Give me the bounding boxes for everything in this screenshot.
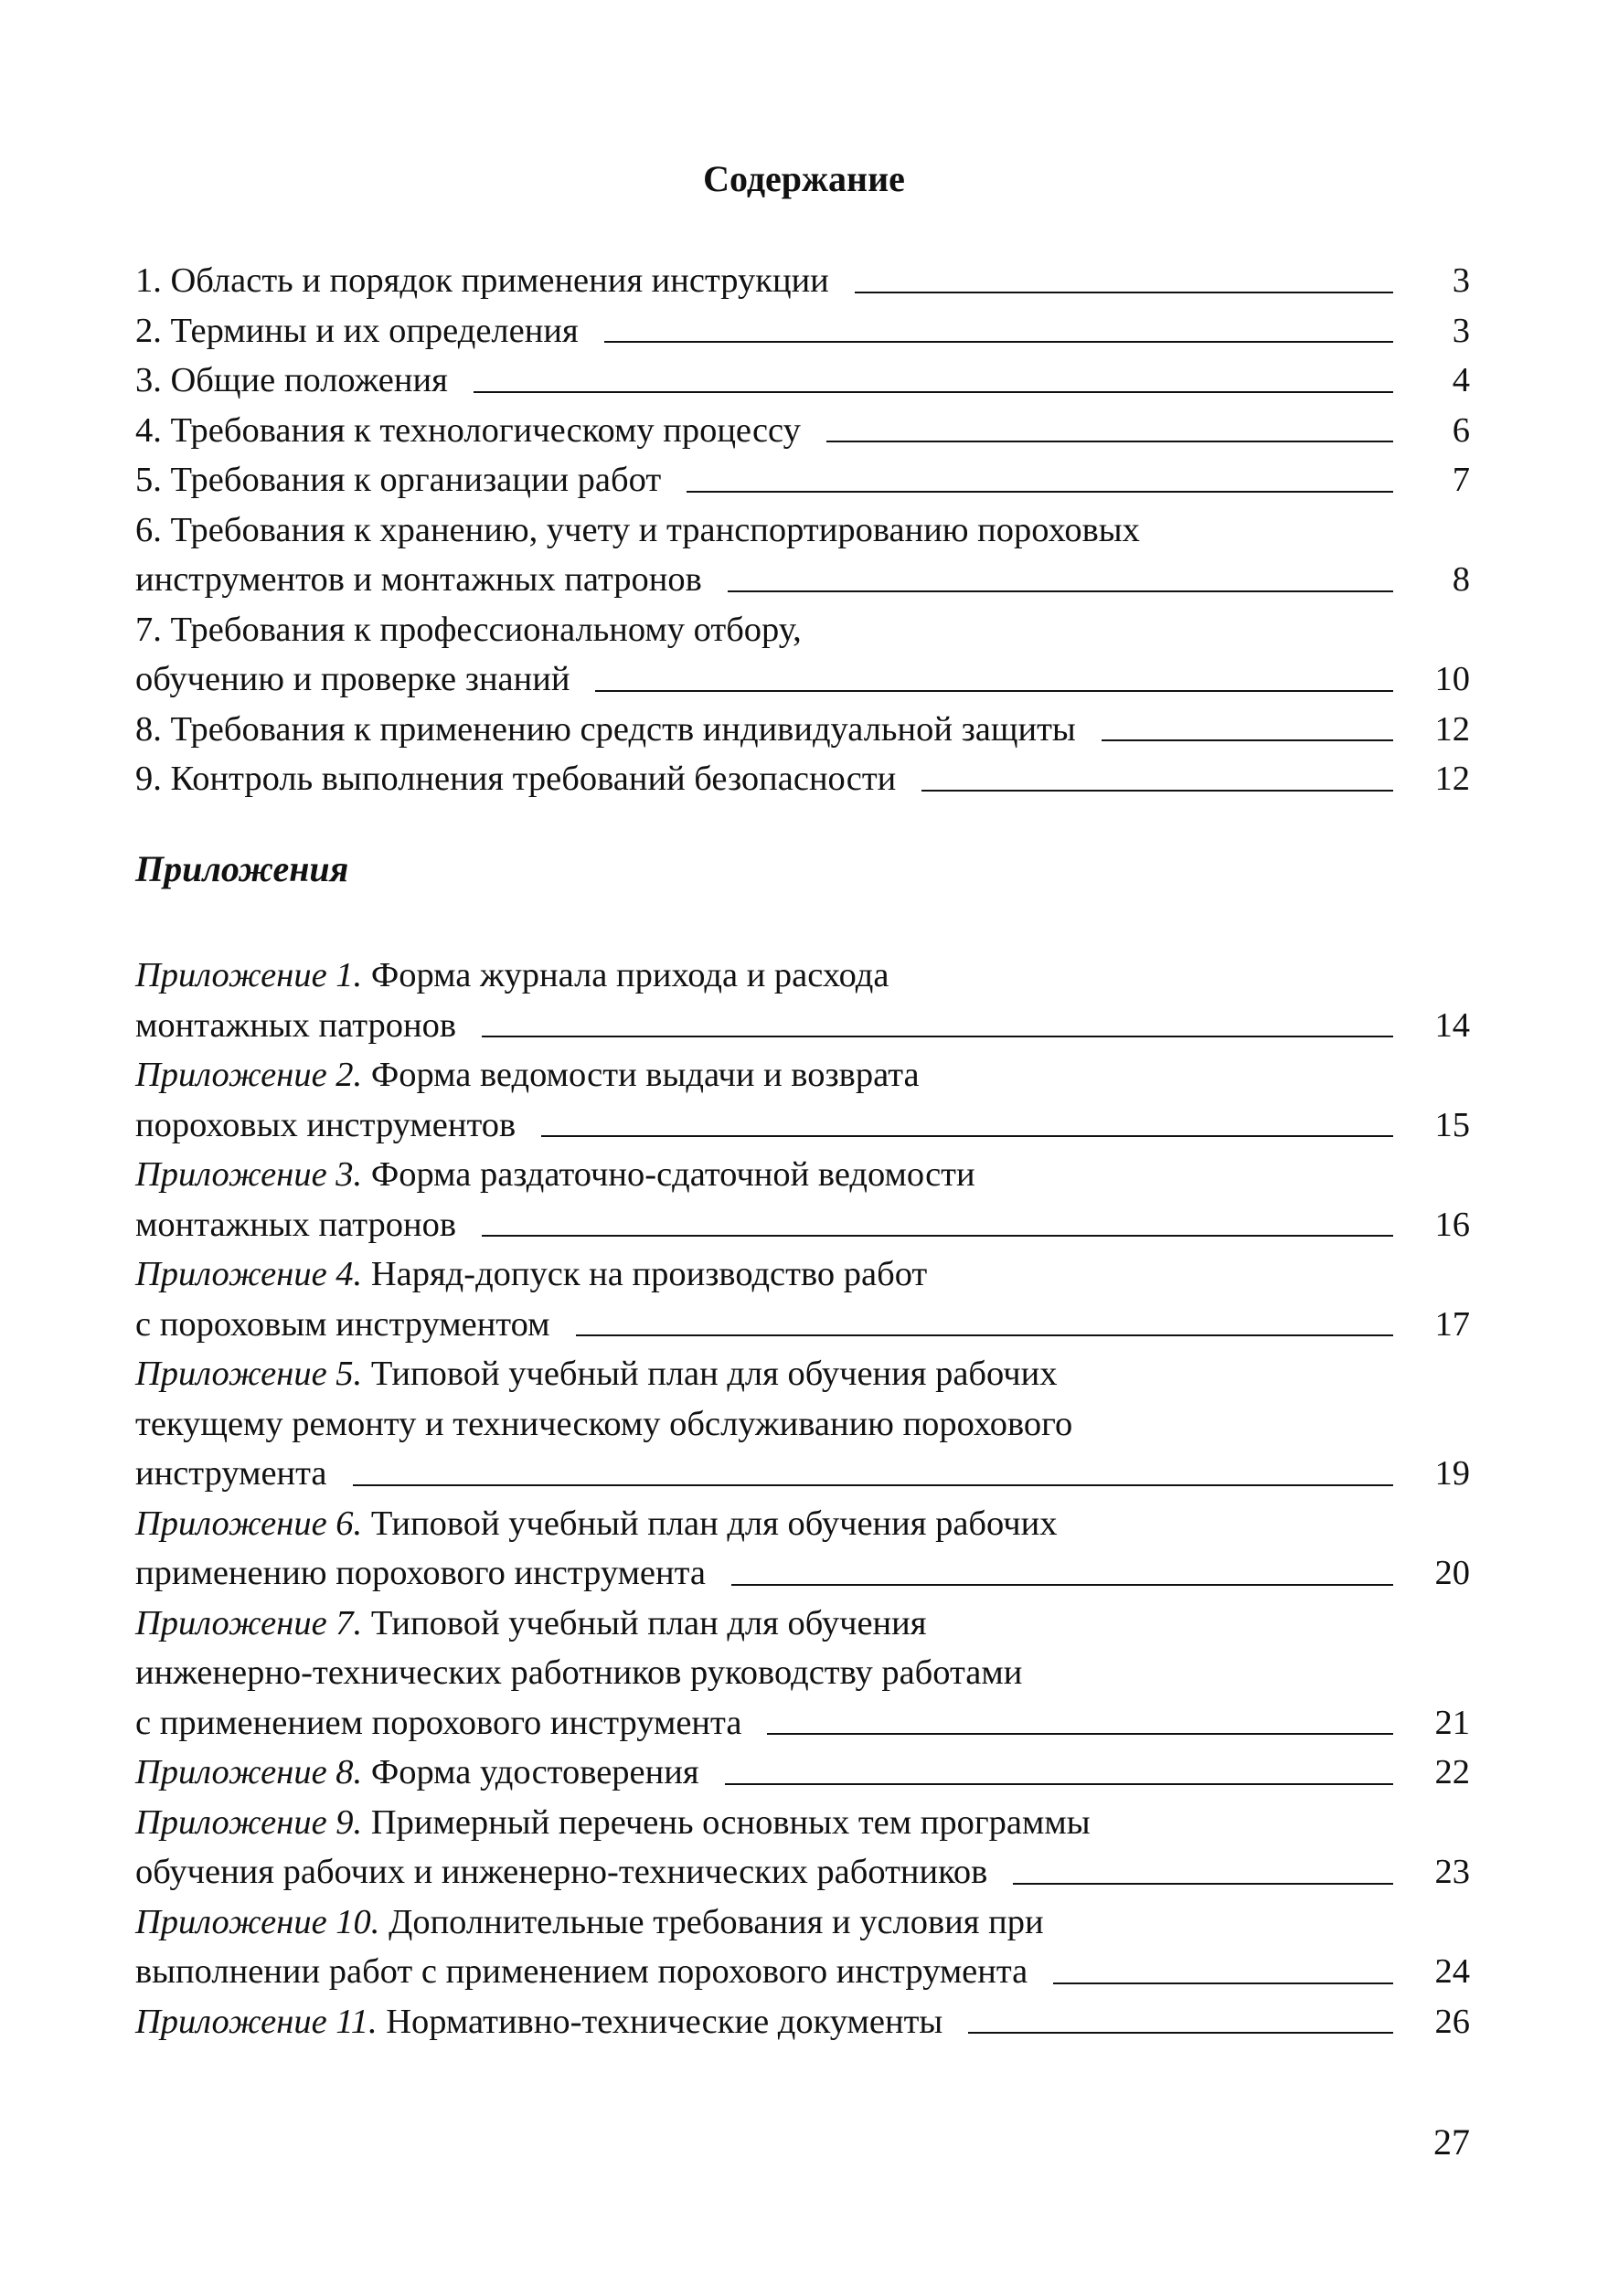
entry-page-number: 3 bbox=[1452, 261, 1470, 300]
entry-title bbox=[135, 1449, 327, 1499]
entry-line bbox=[135, 356, 1470, 406]
leader-line bbox=[767, 1733, 1393, 1735]
appendix-label: Приложение 10. bbox=[135, 1902, 380, 1941]
page-title: Содержание bbox=[703, 158, 905, 199]
entry-title bbox=[135, 1100, 516, 1151]
entry-page-number: 24 bbox=[1434, 1952, 1470, 1991]
entry-text: пороховых инструментов bbox=[135, 1105, 516, 1144]
appendix-entry[interactable] bbox=[135, 1798, 1470, 1897]
entry-title bbox=[135, 1499, 1058, 1549]
entry-page-number: 12 bbox=[1434, 709, 1470, 749]
leader-line bbox=[595, 690, 1393, 692]
leader-line bbox=[482, 1036, 1393, 1037]
entry-title bbox=[135, 754, 896, 804]
entry-title bbox=[135, 505, 1140, 556]
entry-title bbox=[135, 1200, 456, 1250]
entry-title bbox=[135, 1050, 920, 1100]
entry-title bbox=[135, 1897, 1044, 1948]
entry-title bbox=[135, 1349, 1058, 1399]
entry-text: инженерно-технических работников руководству работами bbox=[135, 1653, 1023, 1692]
toc-entry[interactable] bbox=[135, 455, 1470, 505]
entry-text: 8. Требования к применению средств индивидуальной защиты bbox=[135, 709, 1076, 749]
entry-title bbox=[135, 306, 579, 356]
entry-page-number: 17 bbox=[1434, 1304, 1470, 1344]
entry-text: Наряд-допуск на производство работ bbox=[362, 1255, 928, 1293]
entry-line bbox=[135, 1100, 1470, 1151]
entry-line bbox=[135, 505, 1470, 556]
appendix-entry[interactable] bbox=[135, 951, 1470, 1050]
page-number: 27 bbox=[1433, 2121, 1470, 2163]
entry-page-number: 26 bbox=[1434, 2002, 1470, 2041]
entry-page-number: 22 bbox=[1434, 1753, 1470, 1791]
entry-page-number: 4 bbox=[1452, 361, 1470, 399]
entry-line bbox=[135, 654, 1470, 705]
appendix-label: Приложение 1. bbox=[135, 956, 363, 994]
entry-line bbox=[135, 1748, 1470, 1798]
entry-text: Дополнительные требования и условия при bbox=[379, 1902, 1044, 1941]
entry-text: Форма ведомости выдачи и возврата bbox=[362, 1056, 920, 1094]
entry-line bbox=[135, 1599, 1470, 1649]
entry-title bbox=[135, 1300, 550, 1350]
entry-title bbox=[135, 1599, 926, 1649]
entry-line bbox=[135, 1698, 1470, 1749]
entry-line bbox=[135, 605, 1470, 655]
entry-title bbox=[135, 705, 1076, 755]
toc-entry[interactable] bbox=[135, 256, 1470, 306]
entry-line bbox=[135, 455, 1470, 505]
leader-line bbox=[1013, 1883, 1393, 1885]
entry-title bbox=[135, 1001, 456, 1051]
appendix-entry[interactable] bbox=[135, 1150, 1470, 1249]
toc-entry[interactable] bbox=[135, 605, 1470, 705]
appendix-label: Приложение 4. bbox=[135, 1255, 363, 1293]
entry-line bbox=[135, 1249, 1470, 1300]
leader-line bbox=[728, 590, 1393, 592]
appendix-entry[interactable] bbox=[135, 1249, 1470, 1349]
entry-text: Типовой учебный план для обучения рабочих bbox=[362, 1504, 1058, 1543]
appendix-label: Приложение 2. bbox=[135, 1056, 363, 1094]
entry-text: текущему ремонту и техническому обслуживанию порохового bbox=[135, 1404, 1073, 1443]
appendix-entry[interactable] bbox=[135, 1349, 1470, 1499]
toc-entry[interactable] bbox=[135, 505, 1470, 605]
entry-page-number: 3 bbox=[1452, 311, 1470, 350]
entry-title bbox=[135, 455, 661, 505]
entry-title bbox=[135, 654, 570, 705]
entry-page-number: 21 bbox=[1434, 1703, 1470, 1742]
appendix-label: Приложение 3. bbox=[135, 1155, 363, 1194]
entry-title bbox=[135, 1798, 1091, 1848]
appendix-label: Приложение 8. bbox=[135, 1753, 363, 1791]
entry-title bbox=[135, 1548, 706, 1599]
entry-line bbox=[135, 1349, 1470, 1399]
entry-title bbox=[135, 555, 702, 605]
entry-page-number: 19 bbox=[1434, 1454, 1470, 1493]
appendix-entry[interactable] bbox=[135, 1748, 1470, 1798]
entry-text: Нормативно-технические документы bbox=[377, 2002, 943, 2041]
appendix-label: Приложение 6. bbox=[135, 1504, 363, 1543]
entry-text: монтажных патронов bbox=[135, 1005, 457, 1045]
leader-line bbox=[353, 1484, 1393, 1486]
entry-page-number: 14 bbox=[1434, 1005, 1470, 1045]
leader-line bbox=[731, 1584, 1393, 1586]
entry-title bbox=[135, 605, 802, 655]
entry-text: с пороховым инструментом bbox=[135, 1304, 550, 1344]
toc-entry[interactable] bbox=[135, 705, 1470, 755]
toc-entry[interactable] bbox=[135, 306, 1470, 356]
entry-text: инструментов и монтажных патронов bbox=[135, 560, 702, 599]
entry-text: 6. Требования к хранению, учету и транспортированию пороховых bbox=[135, 510, 1140, 549]
entry-title bbox=[135, 1698, 741, 1749]
leader-line bbox=[576, 1334, 1393, 1336]
entry-text: обучения рабочих и инженерно-технических работников bbox=[135, 1853, 988, 1891]
entry-line bbox=[135, 1847, 1470, 1897]
entry-page-number: 23 bbox=[1434, 1853, 1470, 1891]
entry-title bbox=[135, 1648, 1022, 1698]
entry-line bbox=[135, 705, 1470, 755]
leader-line bbox=[921, 790, 1393, 792]
entry-text: Типовой учебный план для обучения bbox=[362, 1603, 927, 1642]
leader-line bbox=[826, 441, 1393, 442]
entry-title bbox=[135, 1399, 1072, 1450]
appendix-label: Приложение 5. bbox=[135, 1355, 363, 1393]
entry-text: Форма журнала прихода и расхода bbox=[362, 956, 889, 994]
entry-line bbox=[135, 1798, 1470, 1848]
appendix-entry[interactable] bbox=[135, 1897, 1470, 1997]
entry-text: Примерный перечень основных тем программы bbox=[362, 1802, 1091, 1842]
entry-line bbox=[135, 1947, 1470, 1997]
entry-line bbox=[135, 1300, 1470, 1350]
entry-title bbox=[135, 1150, 975, 1200]
entry-page-number: 15 bbox=[1434, 1105, 1470, 1144]
entry-line bbox=[135, 951, 1470, 1001]
entry-text: 5. Требования к организации работ bbox=[135, 461, 662, 499]
entry-title bbox=[135, 406, 801, 456]
appendix-entry[interactable] bbox=[135, 1997, 1470, 2047]
appendix-label: Приложение 7. bbox=[135, 1603, 363, 1642]
appendix-entry[interactable] bbox=[135, 1599, 1470, 1749]
entry-text: с применением порохового инструмента bbox=[135, 1703, 742, 1742]
entry-text: 3. Общие положения bbox=[135, 361, 448, 399]
entry-line bbox=[135, 1997, 1470, 2047]
entry-title bbox=[135, 951, 889, 1001]
entry-page-number: 6 bbox=[1452, 410, 1470, 450]
entry-line bbox=[135, 1449, 1470, 1499]
entry-line bbox=[135, 1648, 1470, 1698]
entry-line bbox=[135, 754, 1470, 804]
entry-text: 4. Требования к технологическому процессу bbox=[135, 410, 801, 450]
entry-title bbox=[135, 356, 448, 406]
entry-text: 9. Контроль выполнения требований безопасности bbox=[135, 760, 897, 798]
leader-line bbox=[725, 1783, 1393, 1785]
leader-line bbox=[855, 292, 1393, 293]
entry-text: обучению и проверке знаний bbox=[135, 660, 570, 698]
entry-line bbox=[135, 1200, 1470, 1250]
entry-line bbox=[135, 256, 1470, 306]
entry-page-number: 7 bbox=[1452, 461, 1470, 499]
entry-line bbox=[135, 1897, 1470, 1948]
leader-line bbox=[482, 1235, 1393, 1237]
leader-line bbox=[1053, 1982, 1393, 1984]
appendix-entry[interactable] bbox=[135, 1499, 1470, 1599]
entry-title bbox=[135, 1947, 1028, 1997]
entry-line bbox=[135, 1548, 1470, 1599]
appendix-label: Приложение 11. bbox=[135, 2002, 378, 2041]
entry-title bbox=[135, 256, 829, 306]
entry-text: 1. Область и порядок применения инструкции bbox=[135, 261, 829, 300]
table-of-contents bbox=[135, 256, 1470, 804]
entry-title bbox=[135, 1997, 942, 2047]
leader-line bbox=[541, 1135, 1393, 1137]
entry-line bbox=[135, 1150, 1470, 1200]
entry-text: 2. Термины и их определения bbox=[135, 311, 579, 350]
appendix-entry[interactable] bbox=[135, 1050, 1470, 1150]
entry-line bbox=[135, 555, 1470, 605]
appendix-label: Приложение 9. bbox=[135, 1802, 363, 1842]
appendix-list bbox=[135, 951, 1470, 2046]
entry-line bbox=[135, 1499, 1470, 1549]
entry-text: Форма удостоверения bbox=[362, 1753, 699, 1791]
entry-text: Форма раздаточно-сдаточной ведомости bbox=[362, 1155, 975, 1194]
leader-line bbox=[687, 491, 1393, 493]
entry-page-number: 10 bbox=[1434, 660, 1470, 698]
entry-line bbox=[135, 1001, 1470, 1051]
entry-line bbox=[135, 1399, 1470, 1450]
appendix-heading: Приложения bbox=[135, 848, 349, 889]
leader-line bbox=[968, 2032, 1393, 2034]
entry-text: применению порохового инструмента bbox=[135, 1554, 707, 1592]
toc-entry[interactable] bbox=[135, 356, 1470, 406]
entry-page-number: 16 bbox=[1434, 1205, 1470, 1244]
toc-entry[interactable] bbox=[135, 754, 1470, 804]
entry-text: монтажных патронов bbox=[135, 1205, 457, 1244]
leader-line bbox=[604, 341, 1393, 343]
entry-title bbox=[135, 1748, 699, 1798]
entry-title bbox=[135, 1249, 927, 1300]
leader-line bbox=[474, 391, 1393, 393]
leader-line bbox=[1102, 739, 1393, 741]
entry-text: Типовой учебный план для обучения рабочих bbox=[362, 1355, 1058, 1393]
entry-page-number: 20 bbox=[1434, 1554, 1470, 1592]
entry-title bbox=[135, 1847, 987, 1897]
entry-page-number: 8 bbox=[1452, 560, 1470, 599]
entry-page-number: 12 bbox=[1434, 760, 1470, 798]
entry-text: 7. Требования к профессиональному отбору, bbox=[135, 610, 802, 649]
entry-text: выполнении работ с применением порохового инструмента bbox=[135, 1952, 1028, 1991]
entry-line bbox=[135, 406, 1470, 456]
entry-text: инструмента bbox=[135, 1454, 327, 1493]
entry-line bbox=[135, 306, 1470, 356]
toc-entry[interactable] bbox=[135, 406, 1470, 456]
entry-line bbox=[135, 1050, 1470, 1100]
